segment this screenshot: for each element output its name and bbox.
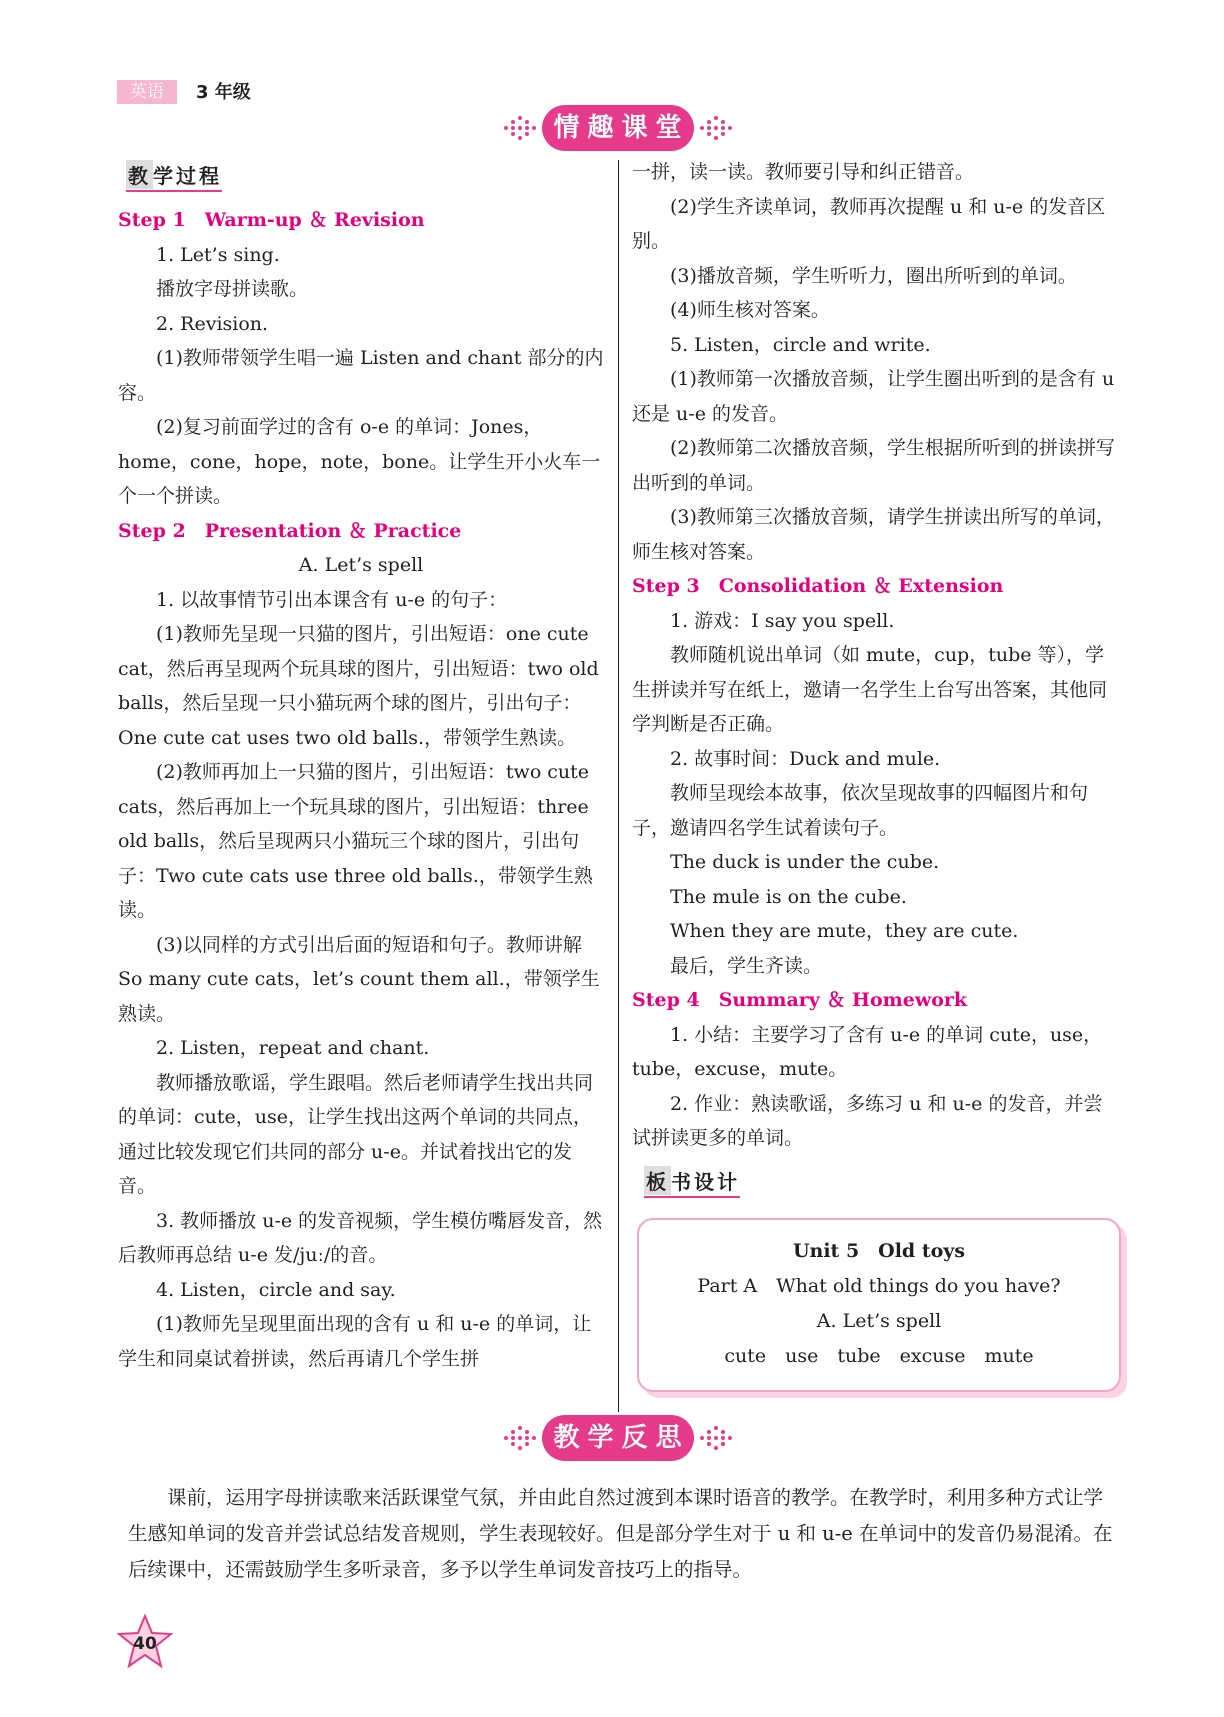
- paragraph: 教师播放歌谣，学生跟唱。然后老师请学生找出共同的单词：cute，use，让学生找出这两个单词的共同点，通过比较发现它们共同的部分 u-e。并试着找出它的发音。: [118, 1071, 594, 1197]
- board-section: A. Let’s spell: [816, 1310, 942, 1332]
- paragraph: (1)教师先呈现一只猫的图片，引出短语：one cute cat，然后再呈现两个玩具球的图片，引出短语：two old balls，然后呈现一只小猫玩两个球的图片，引出句子：One cute cat uses two old balls.，带领学生熟读。: [118, 623, 599, 749]
- paragraph: 2. 故事时间：Duck and mule.: [670, 747, 941, 770]
- paragraph: 2. Listen，repeat and chant.: [156, 1037, 430, 1059]
- paragraph: 1. 游戏：I say you spell.: [670, 609, 895, 632]
- paragraph: (3)以同样的方式引出后面的短语和句子。教师讲解 So many cute cats，let’s count them all.，带领学生熟读。: [118, 933, 600, 1025]
- paragraph: 4. Listen，circle and say.: [156, 1278, 396, 1301]
- board-design-heading: 板 书设计: [644, 1166, 740, 1195]
- dots-left-icon: [500, 1423, 542, 1453]
- paragraph: 播放字母拼读歌。: [156, 278, 309, 300]
- step-heading: Step 2 Presentation ＆ Practice: [118, 519, 462, 542]
- board-words: cute use tube excuse mute: [724, 1345, 1034, 1367]
- subject-tag: 英语: [117, 80, 177, 104]
- paragraph: 一拼，读一读。教师要引导和纠正错音。: [632, 161, 975, 183]
- paragraph: The duck is under the cube.: [670, 851, 940, 873]
- step-heading: Step 1 Warm-up ＆ Revision: [118, 209, 425, 231]
- dots-right-icon: [694, 113, 736, 143]
- paragraph: (4)师生核对答案。: [670, 299, 830, 321]
- paragraph: (2)教师第二次播放音频，学生根据所听到的拼读拼写出听到的单词。: [632, 437, 1115, 494]
- reflection-title: 教 学 反 思: [542, 1415, 694, 1461]
- column-divider: [618, 160, 619, 1412]
- paragraph: (1)教师第一次播放音频，让学生圈出听到的是含有 u 还是 u-e 的发音。: [632, 368, 1115, 425]
- left-column: [118, 203, 604, 1376]
- grade-label: 3 年级: [196, 82, 251, 103]
- board-title: Unit 5 Old toys: [792, 1240, 966, 1262]
- paragraph: 2. Revision.: [156, 312, 269, 335]
- page-number: 40: [133, 1634, 157, 1654]
- top-banner: [500, 104, 736, 152]
- paragraph: 2. 作业：熟读歌谣，多练习 u 和 u-e 的发音，并尝试拼读更多的单词。: [632, 1092, 1103, 1149]
- blackboard-design: [637, 1218, 1121, 1392]
- page-number-star-icon: [117, 1614, 173, 1670]
- teaching-process-heading: 教 学过程: [126, 160, 222, 189]
- paragraph: (2)学生齐读单词，教师再次提醒 u 和 u-e 的发音区别。: [632, 195, 1106, 252]
- dots-right-icon: [694, 1423, 736, 1453]
- reflection-text: 课前，运用字母拼读歌来活跃课堂气氛，并由此自然过渡到本课时语音的教学。在教学时，利用多种方式让学生感知单词的发音并尝试总结发音规则，学生表现较好。但是部分学生对于 u 和 u-e 在单词中的发音仍易混淆。在后续课中，还需鼓励学生多听录音，多予以学生单词发音技巧上的指导。: [128, 1486, 1113, 1581]
- step-heading: Step 3 Consolidation ＆ Extension: [632, 575, 1004, 597]
- paragraph: When they are mute，they are cute.: [670, 920, 1019, 942]
- paragraph: 教师随机说出单词（如 mute，cup，tube 等），学生拼读并写在纸上，邀请一名学生上台写出答案，其他同学判断是否正确。: [632, 644, 1108, 735]
- paragraph: (1)教师带领学生唱一遍 Listen and chant 部分的内容。: [118, 347, 604, 404]
- board-part: Part A What old things do you have?: [697, 1275, 1061, 1297]
- step-heading: Step 4 Summary ＆ Homework: [632, 989, 968, 1011]
- paragraph: 1. 小结：主要学习了含有 u-e 的单词 cute，use，tube，excuse，mute。: [632, 1023, 1103, 1080]
- banner-title: 情 趣 课 堂: [542, 105, 694, 151]
- paragraph: (3)教师第三次播放音频，请学生拼读出所写的单词，师生核对答案。: [632, 506, 1115, 563]
- paragraph: 最后，学生齐读。: [670, 954, 823, 977]
- right-column: [632, 155, 1118, 1156]
- reflection-banner: [500, 1414, 736, 1462]
- paragraph: 5. Listen，circle and write.: [670, 333, 931, 356]
- paragraph: (2)复习前面学过的含有 o-e 的单词：Jones，home，cone，hope，note，bone。让学生开小火车一个一个拼读。: [118, 416, 601, 507]
- paragraph: The mule is on the cube.: [670, 885, 907, 908]
- section-title: A. Let’s spell: [298, 554, 424, 576]
- paragraph: (1)教师先呈现里面出现的含有 u 和 u-e 的单词，让学生和同桌试着拼读，然后再请几个学生拼: [118, 1313, 592, 1370]
- dots-left-icon: [500, 113, 542, 143]
- paragraph: 1. Let’s sing.: [156, 243, 280, 266]
- paragraph: 3. 教师播放 u-e 的发音视频，学生模仿嘴唇发音，然后教师再总结 u-e 发/juː/的音。: [118, 1209, 603, 1266]
- paragraph: (3)播放音频，学生听听力，圈出所听到的单词。: [670, 264, 1077, 287]
- paragraph: 教师呈现绘本故事，依次呈现故事的四幅图片和句子，邀请四名学生试着读句子。: [632, 782, 1089, 839]
- paragraph: 1. 以故事情节引出本课含有 u-e 的句子：: [156, 588, 508, 611]
- paragraph: (2)教师再加上一只猫的图片，引出短语：two cute cats，然后再加上一个玩具球的图片，引出短语：three old balls，然后呈现两只小猫玩三个球的图片，引出句子：Two cute cats use three old balls.，带领学生熟读。: [118, 761, 593, 921]
